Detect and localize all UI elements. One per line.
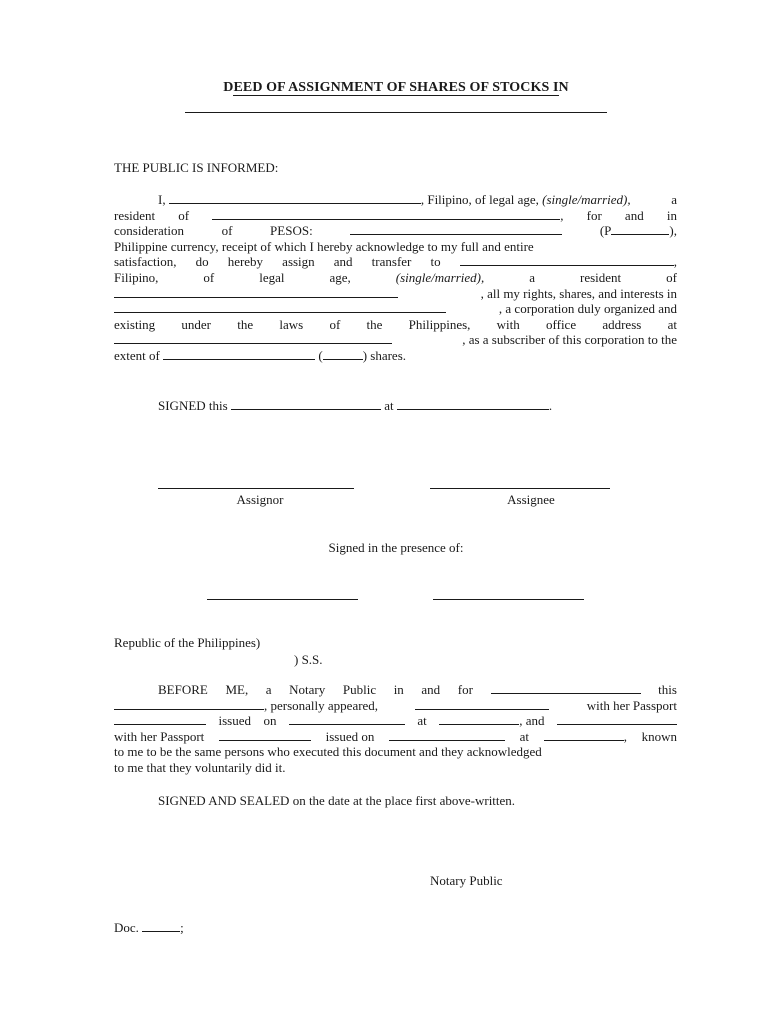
assignor-name-blank [169, 192, 421, 204]
text-fragment: a [265, 682, 272, 697]
paragraph-line [114, 713, 677, 729]
paragraph-line [114, 348, 677, 364]
text-fragment: of [666, 269, 677, 285]
text-fragment: SIGNED this [158, 398, 228, 413]
passport-1-place-blank [439, 713, 519, 725]
text-fragment: (P [599, 223, 612, 239]
text-fragment: legal [259, 269, 285, 285]
text-fragment: , [673, 254, 677, 270]
company-name-line-1 [233, 95, 559, 96]
paragraph-line [114, 223, 677, 239]
doc-number-line [114, 920, 184, 936]
text-fragment: ; [180, 920, 184, 935]
passport-1-blank [114, 713, 206, 725]
signed-and-sealed-line: SIGNED AND SEALED on the date at the place first above-written. [158, 793, 516, 808]
text-fragment: a [671, 192, 677, 207]
witness-1-signature-line [207, 599, 358, 600]
text-fragment: to [430, 254, 441, 270]
text-fragment: BEFORE [158, 682, 208, 697]
assignment-paragraph [114, 192, 677, 364]
assignee-signature-line [430, 488, 610, 489]
amount-words-blank [350, 223, 562, 235]
text-fragment: existing [114, 316, 156, 332]
text-fragment: and [421, 682, 441, 697]
text-fragment: for [586, 207, 602, 223]
text-fragment: , [560, 207, 564, 223]
paragraph-line [114, 208, 677, 224]
passport-2-blank [219, 729, 311, 741]
text-fragment: assign [282, 254, 315, 270]
text-fragment: at [384, 398, 394, 413]
text-fragment: , [623, 728, 627, 744]
text-fragment: ) shares. [362, 347, 407, 363]
text-fragment: ), [669, 223, 677, 239]
paragraph-line [114, 254, 677, 270]
date-blank [231, 398, 381, 410]
text-fragment: with [496, 316, 520, 332]
passport-2-date-blank [389, 729, 505, 741]
text-fragment: resident [580, 269, 622, 285]
text-fragment: hereby [227, 254, 264, 270]
text-fragment: Filipino, [114, 269, 159, 285]
acknowledgment-paragraph [114, 682, 677, 776]
venue-line-1: Republic of the Philippines) [114, 635, 261, 650]
text-fragment: ( [318, 347, 323, 363]
office-address-blank [114, 332, 392, 344]
text-fragment: to me that they voluntarily did it. [114, 759, 286, 775]
text-fragment: with her Passport [586, 697, 677, 713]
text-fragment: the [237, 316, 254, 332]
notary-public-label: Notary Public [430, 873, 503, 888]
text-fragment: laws [279, 316, 304, 332]
passport-2-place-blank [544, 729, 624, 741]
text-fragment: , all my rights, shares, and interests in [480, 285, 677, 301]
text-fragment: , personally appeared, [264, 697, 379, 713]
text-fragment: , Filipino, of legal age, [420, 192, 539, 207]
place-blank [397, 398, 549, 410]
text-fragment: , a corporation duly organized and [498, 301, 677, 317]
text-fragment: office [546, 316, 577, 332]
text-fragment: Philippine currency, receipt of which I hereby acknowledge to my full and entire [114, 238, 534, 254]
text-fragment: I, [158, 192, 166, 207]
appearer-2-blank [557, 713, 677, 725]
assignor-signature-line [158, 488, 354, 489]
text-fragment: Philippines, [408, 316, 471, 332]
paragraph-line [114, 192, 677, 208]
text-fragment: in [666, 207, 677, 223]
text-fragment: in [393, 682, 404, 697]
civil-status-text: (single/married), [542, 192, 631, 207]
text-fragment: of [203, 269, 215, 285]
paragraph-line [114, 301, 677, 317]
public-informed-heading: THE PUBLIC IS INFORMED: [114, 160, 279, 175]
text-fragment: age, [329, 269, 351, 285]
company-name-line-2 [185, 112, 607, 113]
paragraph-line [114, 682, 677, 698]
assignee-residence-blank [114, 286, 398, 298]
text-fragment: for [457, 682, 473, 697]
amount-figure-blank [611, 223, 669, 235]
text-fragment: PESOS: [270, 223, 313, 239]
text-fragment: , as a subscriber of this corporation to the [462, 332, 677, 348]
text-fragment: at [417, 713, 427, 729]
paragraph-line [114, 286, 677, 302]
text-fragment: of [221, 223, 233, 239]
paragraph-line [114, 332, 677, 348]
text-fragment: consideration [114, 223, 185, 239]
paragraph-line [114, 729, 677, 745]
assignee-name-blank [460, 254, 674, 266]
text-fragment: on [263, 713, 277, 729]
shares-figure-blank [323, 348, 363, 360]
text-fragment: to me to be the same persons who executed this document and they acknowledged [114, 744, 542, 760]
text-fragment: and [624, 207, 644, 223]
paragraph-line [114, 317, 677, 333]
text-fragment: ME, [225, 682, 249, 697]
text-fragment: known [641, 728, 677, 744]
paragraph-line [114, 698, 677, 714]
witness-2-signature-line [433, 599, 584, 600]
text-fragment: . [548, 398, 553, 413]
paragraph-line [114, 270, 677, 286]
corporation-name-blank [114, 301, 446, 313]
shares-words-blank [163, 348, 315, 360]
doc-number-blank [142, 920, 180, 932]
signed-this-line [158, 398, 552, 414]
paragraph-line [114, 744, 677, 760]
acknowledgment-date-blank [114, 698, 264, 710]
text-fragment: Public [342, 682, 377, 697]
text-fragment: of [178, 207, 190, 223]
presence-heading: Signed in the presence of: [328, 540, 464, 555]
text-fragment: a [529, 269, 536, 285]
text-fragment: at [667, 316, 677, 332]
text-fragment: address [602, 316, 642, 332]
text-fragment: with her Passport [114, 728, 205, 744]
text-fragment: this [658, 682, 677, 697]
notary-jurisdiction-blank [491, 682, 641, 694]
document-title: DEED OF ASSIGNMENT OF SHARES OF STOCKS IN [223, 80, 569, 95]
text-fragment: issued on [325, 728, 375, 744]
civil-status-text: (single/married), [395, 269, 485, 285]
text-fragment: do [195, 254, 209, 270]
text-fragment: satisfaction, [114, 254, 177, 270]
text-fragment: of [329, 316, 341, 332]
text-fragment: the [366, 316, 383, 332]
text-fragment: and [333, 254, 353, 270]
venue-line-2: ) S.S. [294, 652, 323, 667]
assignor-residence-blank [212, 208, 560, 220]
paragraph-line [114, 239, 677, 255]
text-fragment: at [519, 728, 530, 744]
assignor-label: Assignor [236, 492, 284, 507]
text-fragment: extent of [114, 347, 160, 363]
passport-1-date-blank [289, 713, 405, 725]
text-fragment: resident [114, 207, 156, 223]
text-fragment: under [181, 316, 212, 332]
text-fragment: transfer [371, 254, 412, 270]
paragraph-line [114, 760, 677, 776]
appearer-1-blank [415, 698, 549, 710]
assignee-label: Assignee [507, 492, 555, 507]
text-fragment: Notary [289, 682, 326, 697]
text-fragment: issued [218, 713, 251, 729]
text-fragment: , and [519, 713, 545, 729]
text-fragment: Doc. [114, 920, 139, 935]
